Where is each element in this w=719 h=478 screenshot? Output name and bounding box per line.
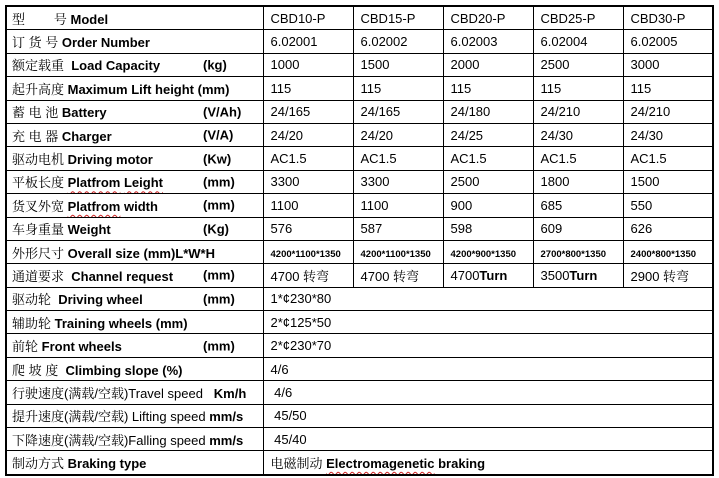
label-text: Km/h — [202, 385, 247, 401]
cell-text: 1100 — [360, 197, 389, 213]
row-label-platform-width — [6, 194, 263, 217]
label-text: 货叉外宽 — [12, 198, 68, 214]
label-text: 起升高度 — [12, 81, 68, 97]
cell-text: AC1.5 — [450, 151, 487, 167]
cell-overall-size-col4 — [533, 240, 623, 263]
row-label-max-lift-height — [6, 77, 263, 100]
cell-text: 电磁制动 — [270, 456, 327, 472]
cell-text: AC1.5 — [630, 151, 667, 167]
cell-text: 6.02002 — [360, 34, 408, 50]
cell-text: 3300 — [270, 174, 300, 190]
row-label-platform-length — [6, 170, 263, 193]
cell-channel-request-col3 — [443, 264, 533, 287]
cell-model-col5 — [623, 6, 713, 30]
row-label-channel-request — [6, 264, 263, 287]
table-row-load-capacity — [6, 53, 713, 76]
cell-load-capacity-col3 — [443, 53, 533, 76]
cell-channel-request-col5 — [623, 264, 713, 287]
label-text: 车身重量 — [12, 222, 68, 238]
cell-text: Turn — [569, 267, 598, 283]
cell-battery-col4 — [533, 100, 623, 123]
cell-text: 3300 — [360, 174, 390, 190]
cell-platform-width-col4 — [533, 194, 623, 217]
cell-order-number-col3 — [443, 30, 533, 53]
cell-text: 6.02001 — [270, 34, 318, 50]
cell-weight-col2 — [353, 217, 443, 240]
cell-order-number-col5 — [623, 30, 713, 53]
label-text: Front wheels — [41, 339, 122, 355]
row-label-overall-size — [6, 240, 263, 263]
cell-max-lift-height-col3 — [443, 77, 533, 100]
cell-text: CBD15-P — [360, 10, 416, 26]
cell-text: CBD10-P — [270, 10, 326, 26]
cell-text: CBD20-P — [450, 10, 506, 26]
cell-overall-size-col1 — [263, 240, 353, 263]
cell-text: 115 — [450, 80, 472, 96]
label-text: Platfrom — [67, 198, 121, 214]
cell-max-lift-height-col4 — [533, 77, 623, 100]
cell-text: 115 — [540, 80, 562, 96]
cell-max-lift-height-col2 — [353, 77, 443, 100]
cell-text: 3000 — [630, 57, 660, 73]
cell-battery-col5 — [623, 100, 713, 123]
cell-platform-length-col5 — [623, 170, 713, 193]
cell-text: 115 — [270, 80, 292, 96]
label-text: Load Capacity — [71, 58, 161, 74]
label-text: 下降速度(满载/空载) — [12, 432, 129, 448]
cell-order-number-col4 — [533, 30, 623, 53]
cell-text: 24/165 — [270, 104, 311, 120]
cell-text: 1*¢230*80 — [270, 291, 332, 307]
cell-falling-speed — [263, 428, 713, 451]
cell-load-capacity-col1 — [263, 53, 353, 76]
cell-charger-col1 — [263, 123, 353, 146]
cell-text: 609 — [540, 221, 563, 237]
label-text: Driving wheel — [58, 292, 143, 308]
cell-platform-width-col2 — [353, 194, 443, 217]
cell-text: 115 — [630, 80, 652, 96]
cell-text: braking — [434, 456, 486, 472]
cell-max-lift-height-col5 — [623, 77, 713, 100]
cell-driving-motor-col2 — [353, 147, 443, 170]
cell-text: 1500 — [630, 174, 660, 190]
label-text: (mm) — [203, 338, 235, 354]
label-text: (kg) — [203, 57, 227, 73]
cell-platform-width-col5 — [623, 194, 713, 217]
row-label-model — [6, 6, 263, 30]
cell-text: 2500 — [450, 174, 480, 190]
cell-text: 24/25 — [450, 127, 484, 143]
cell-text: 115 — [360, 80, 382, 96]
label-text: 充 电 器 — [12, 128, 62, 144]
cell-text: 626 — [630, 221, 653, 237]
label-text: mm/s — [205, 409, 244, 425]
label-text: Falling speed — [128, 432, 206, 448]
table-row-weight — [6, 217, 713, 240]
table-row-driving-wheel — [6, 287, 713, 310]
cell-text: 3500 — [540, 267, 570, 283]
cell-text: 24/210 — [630, 104, 671, 120]
cell-platform-width-col1 — [263, 194, 353, 217]
row-label-front-wheels — [6, 334, 263, 357]
cell-text: Electromagenetic — [326, 456, 435, 472]
cell-text: 4/6 — [270, 361, 289, 377]
table-row-order-number — [6, 30, 713, 53]
cell-battery-col1 — [263, 100, 353, 123]
table-row-training-wheels — [6, 311, 713, 334]
cell-text: 900 — [450, 197, 473, 213]
cell-load-capacity-col4 — [533, 53, 623, 76]
label-text: (mm) — [203, 174, 235, 190]
label-text: Platfrom — [67, 175, 121, 191]
cell-text: 2*¢125*50 — [270, 314, 332, 330]
label-text: 型 号 — [12, 11, 71, 27]
cell-overall-size-col3 — [443, 240, 533, 263]
cell-driving-motor-col1 — [263, 147, 353, 170]
label-text: Model — [70, 11, 109, 27]
label-text: 平板长度 — [12, 175, 68, 191]
cell-text: 2*¢230*70 — [270, 338, 332, 354]
table-row-model — [6, 6, 713, 30]
cell-text: 685 — [540, 197, 563, 213]
cell-charger-col3 — [443, 123, 533, 146]
cell-charger-col4 — [533, 123, 623, 146]
label-text: 提升速度(满载/空载) — [12, 409, 132, 425]
label-text: 额定载重 — [12, 58, 72, 74]
cell-lifting-speed — [263, 404, 713, 427]
cell-channel-request-col2 — [353, 264, 443, 287]
cell-platform-length-col4 — [533, 170, 623, 193]
cell-text: 6.02003 — [450, 34, 498, 50]
cell-climbing-slope — [263, 357, 713, 380]
cell-order-number-col2 — [353, 30, 443, 53]
cell-braking-type — [263, 451, 713, 475]
cell-model-col4 — [533, 6, 623, 30]
cell-text: 24/210 — [540, 104, 581, 120]
label-text: (V/A) — [203, 127, 234, 143]
cell-text: 24/30 — [540, 127, 574, 143]
label-text: Leight — [123, 175, 163, 191]
cell-text: 45/50 — [270, 408, 307, 424]
label-text: mm/s — [205, 432, 244, 448]
row-label-climbing-slope — [6, 357, 263, 380]
cell-battery-col3 — [443, 100, 533, 123]
cell-text: 1800 — [540, 174, 570, 190]
cell-channel-request-col1 — [263, 264, 353, 287]
cell-text: AC1.5 — [270, 151, 307, 167]
label-text: Weight — [67, 222, 111, 238]
cell-travel-speed — [263, 381, 713, 404]
cell-text: 24/20 — [270, 127, 304, 143]
cell-text: 4200*1100*1350 — [270, 248, 341, 260]
cell-text: Turn — [479, 267, 508, 283]
label-text: Training wheels (mm) — [54, 315, 188, 331]
label-text: 前轮 — [12, 339, 42, 355]
label-text: (mm) — [203, 197, 235, 213]
cell-overall-size-col2 — [353, 240, 443, 263]
cell-platform-length-col2 — [353, 170, 443, 193]
cell-text: 1100 — [270, 197, 299, 213]
table-row-climbing-slope — [6, 357, 713, 380]
cell-text: 24/165 — [360, 104, 401, 120]
cell-weight-col1 — [263, 217, 353, 240]
cell-text: 2900 转弯 — [630, 268, 690, 284]
cell-overall-size-col5 — [623, 240, 713, 263]
cell-text: 1500 — [360, 57, 390, 73]
cell-text: 4700 转弯 — [270, 268, 330, 284]
cell-charger-col5 — [623, 123, 713, 146]
label-text: Maximum Lift height (mm) — [67, 81, 230, 97]
label-text: (V/Ah) — [203, 104, 242, 120]
table-row-battery — [6, 100, 713, 123]
cell-text: 24/180 — [450, 104, 491, 120]
cell-weight-col4 — [533, 217, 623, 240]
label-text: 驱动电机 — [12, 152, 68, 168]
cell-model-col3 — [443, 6, 533, 30]
cell-text: 24/20 — [360, 127, 394, 143]
cell-text: 1000 — [270, 57, 300, 73]
row-label-driving-motor — [6, 147, 263, 170]
label-text: 制动方式 — [12, 456, 68, 472]
row-label-driving-wheel — [6, 287, 263, 310]
cell-load-capacity-col2 — [353, 53, 443, 76]
row-label-order-number — [6, 30, 263, 53]
row-label-falling-speed — [6, 428, 263, 451]
spec-table-body — [6, 6, 713, 475]
cell-text: 45/40 — [270, 431, 307, 447]
cell-text: 4700 转弯 — [360, 268, 420, 284]
label-text: Travel speed — [128, 385, 203, 401]
table-row-travel-speed — [6, 381, 713, 404]
row-label-lifting-speed — [6, 404, 263, 427]
cell-weight-col5 — [623, 217, 713, 240]
cell-text: AC1.5 — [360, 151, 397, 167]
label-text: 驱动轮 — [12, 292, 59, 308]
cell-driving-motor-col4 — [533, 147, 623, 170]
table-row-braking-type — [6, 451, 713, 475]
cell-text: 4200*900*1350 — [450, 248, 517, 260]
label-text: 辅助轮 — [12, 315, 55, 331]
spec-table — [5, 5, 714, 476]
label-text: 通道要求 — [12, 268, 72, 284]
label-text: (Kw) — [203, 151, 232, 167]
cell-platform-width-col3 — [443, 194, 533, 217]
label-text: Channel request — [71, 268, 174, 284]
cell-text: AC1.5 — [540, 151, 577, 167]
row-label-load-capacity — [6, 53, 263, 76]
cell-model-col1 — [263, 6, 353, 30]
cell-platform-length-col3 — [443, 170, 533, 193]
cell-charger-col2 — [353, 123, 443, 146]
cell-training-wheels — [263, 311, 713, 334]
label-text: 外形尺寸 — [12, 245, 68, 261]
table-row-driving-motor — [6, 147, 713, 170]
cell-text: 598 — [450, 221, 473, 237]
cell-weight-col3 — [443, 217, 533, 240]
cell-front-wheels — [263, 334, 713, 357]
row-label-training-wheels — [6, 311, 263, 334]
cell-max-lift-height-col1 — [263, 77, 353, 100]
row-label-weight — [6, 217, 263, 240]
row-label-travel-speed — [6, 381, 263, 404]
label-text: 蓄 电 池 — [12, 105, 62, 121]
row-label-braking-type — [6, 451, 263, 475]
label-text: Battery — [61, 105, 107, 121]
table-row-charger — [6, 123, 713, 146]
table-row-platform-width — [6, 194, 713, 217]
label-text: 行驶速度(满载/空载) — [12, 385, 129, 401]
cell-model-col2 — [353, 6, 443, 30]
table-row-falling-speed — [6, 428, 713, 451]
cell-driving-motor-col5 — [623, 147, 713, 170]
label-text: Lifting speed — [131, 409, 206, 425]
cell-channel-request-col4 — [533, 264, 623, 287]
table-row-platform-length — [6, 170, 713, 193]
label-text: (mm) — [203, 267, 235, 283]
cell-text: 4700 — [450, 267, 480, 283]
row-label-battery — [6, 100, 263, 123]
label-text: 订 货 号 — [12, 35, 62, 51]
cell-text: 2700*800*1350 — [540, 248, 607, 260]
cell-text: 2400*800*1350 — [630, 248, 697, 260]
cell-text: 6.02005 — [630, 34, 678, 50]
label-text: Charger — [61, 128, 112, 144]
cell-driving-wheel — [263, 287, 713, 310]
label-text: width — [120, 198, 158, 214]
cell-text: 24/30 — [630, 127, 664, 143]
cell-load-capacity-col5 — [623, 53, 713, 76]
cell-text: 4/6 — [270, 384, 293, 400]
label-text: 爬 坡 度 — [12, 362, 66, 378]
label-text: (mm) — [203, 291, 235, 307]
cell-text: 4200*1100*1350 — [360, 248, 431, 260]
table-row-max-lift-height — [6, 77, 713, 100]
cell-text: 576 — [270, 221, 293, 237]
cell-order-number-col1 — [263, 30, 353, 53]
cell-text: CBD30-P — [630, 10, 686, 26]
table-row-channel-request — [6, 264, 713, 287]
label-text: Driving motor — [67, 152, 153, 168]
label-text: Braking type — [67, 456, 147, 472]
label-text: Order Number — [61, 35, 150, 51]
cell-text: 550 — [630, 197, 653, 213]
cell-text: 2000 — [450, 57, 480, 73]
cell-text: CBD25-P — [540, 10, 596, 26]
cell-text: 6.02004 — [540, 34, 588, 50]
table-row-overall-size — [6, 240, 713, 263]
cell-battery-col2 — [353, 100, 443, 123]
row-label-charger — [6, 123, 263, 146]
label-text: Climbing slope (%) — [65, 362, 183, 378]
label-text: Overall size (mm)L*W*H — [67, 245, 215, 261]
cell-platform-length-col1 — [263, 170, 353, 193]
cell-driving-motor-col3 — [443, 147, 533, 170]
cell-text: 2500 — [540, 57, 570, 73]
label-text: (Kg) — [203, 221, 229, 237]
table-row-lifting-speed — [6, 404, 713, 427]
cell-text: 587 — [360, 221, 383, 237]
table-row-front-wheels — [6, 334, 713, 357]
